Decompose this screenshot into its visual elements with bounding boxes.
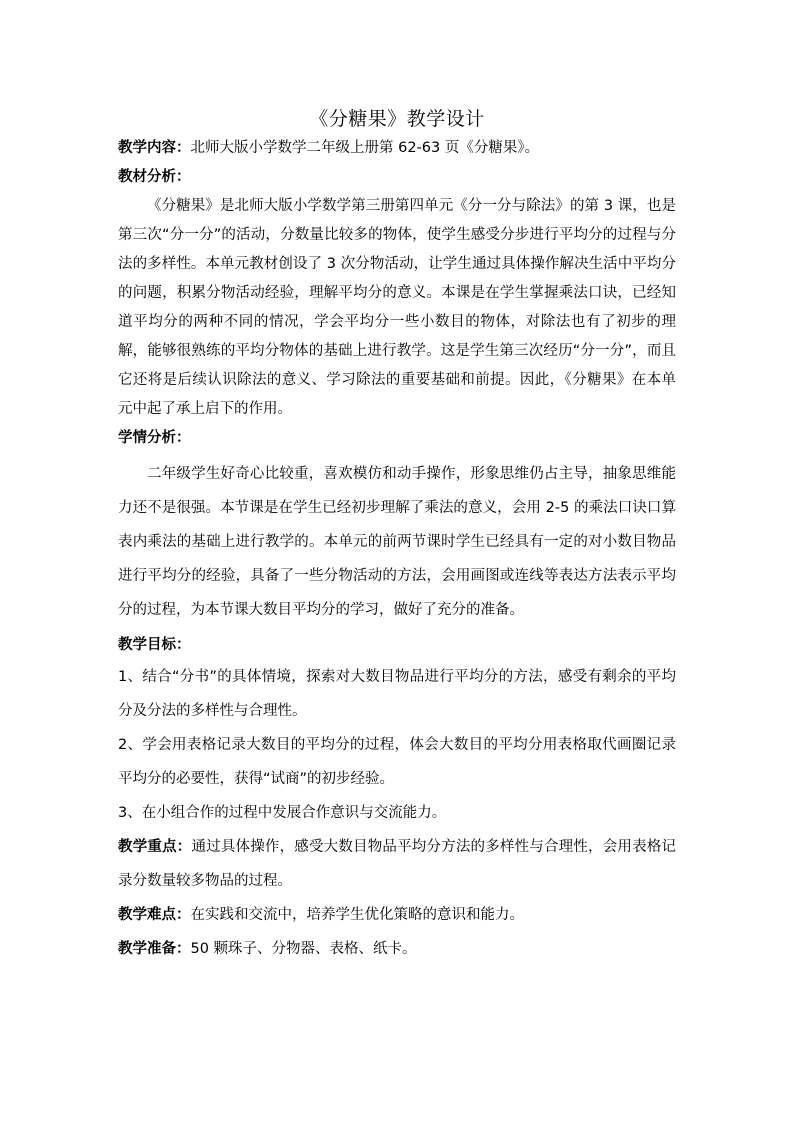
difficulties-text: 在实践和交流中，培养学生优化策略的意识和能力。 — [190, 907, 524, 923]
page-title: 《分糖果》教学设计 — [309, 108, 485, 130]
learners-label: 学情分析： — [118, 430, 191, 446]
key-points-label: 教学重点： — [118, 839, 192, 855]
learners-heading — [118, 424, 676, 453]
key-points-text: 通过具体操作，感受大数目物品平均分方法的多样性与合理性，会用表格记录分数量较多物品的过程。 — [118, 839, 677, 889]
goal-item-2: 2、学会用表格记录大数目的平均分的过程，体会大数目的平均分用表格取代画圈记录平均分的必要性，获得“试商”的初步经验。 — [118, 737, 676, 787]
key-points-line — [118, 830, 676, 898]
goal-item-1: 1、结合“分书”的具体情境，探索对大数目物品进行平均分的方法，感受有剩余的平均分及分法的多样性与合理性。 — [118, 669, 676, 719]
material-paragraph: 《分糖果》是北师大版小学数学第三册第四单元《分一分与除法》的第 3 课，也是第三次“分一分”的活动，分数量比较多的物体，使学生感受分步进行平均分的过程与分法的多样性。本单元教材创设了 3 次分物活动，让学生通过具体操作解决生活中平均分的问题，积累分物活动经验，理解平均分的意义。本课是在学生掌握乘法口诀，已经知道平均分的两种不同的情况，学会平均分一些小数目的物体，对除法也有了初步的理解，能够很熟练的平均分物体的基础上进行教学。这是学生第三次经历“分一分”，而且它还将是后续认识除法的意义、学习除法的重要基础和前提。因此，《分糖果》在本单元中起了承上启下的作用。 — [118, 198, 676, 417]
preparation-label: 教学准备： — [118, 941, 191, 957]
learners-paragraph: 二年级学生好奇心比较重，喜欢模仿和动手操作，形象思维仍占主导，抽象思维能力还不是很强。本节课是在学生已经初步理解了乘法的意义，会用 2-5 的乘法口诀口算表内乘法的基础上进行教学的。本单元的前两节课时学生已经具有一定的对小数目物品进行平均分的经验，具备了一些分物活动的方法，会用画图或连线等表达方法表示平均分的过程，为本节课大数目平均分的学习，做好了充分的准备。 — [118, 466, 676, 618]
document-body — [118, 104, 676, 966]
material-heading — [118, 163, 676, 192]
difficulties-label: 教学难点： — [118, 907, 191, 923]
content-label: 教学内容： — [118, 140, 191, 156]
preparation-text: 50 颗珠子、分物器、表格、纸卡。 — [190, 941, 417, 957]
goal-item-3: 3、在小组合作的过程中发展合作意识与交流能力。 — [118, 805, 447, 821]
goals-label: 教学目标： — [118, 637, 191, 653]
difficulties-line — [118, 898, 676, 932]
material-label: 教材分析： — [118, 169, 191, 185]
goals-heading — [118, 631, 676, 660]
content-line — [118, 134, 676, 163]
content-text: 北师大版小学数学二年级上册第 62-63 页《分糖果》。 — [190, 140, 540, 156]
preparation-line — [118, 932, 676, 966]
